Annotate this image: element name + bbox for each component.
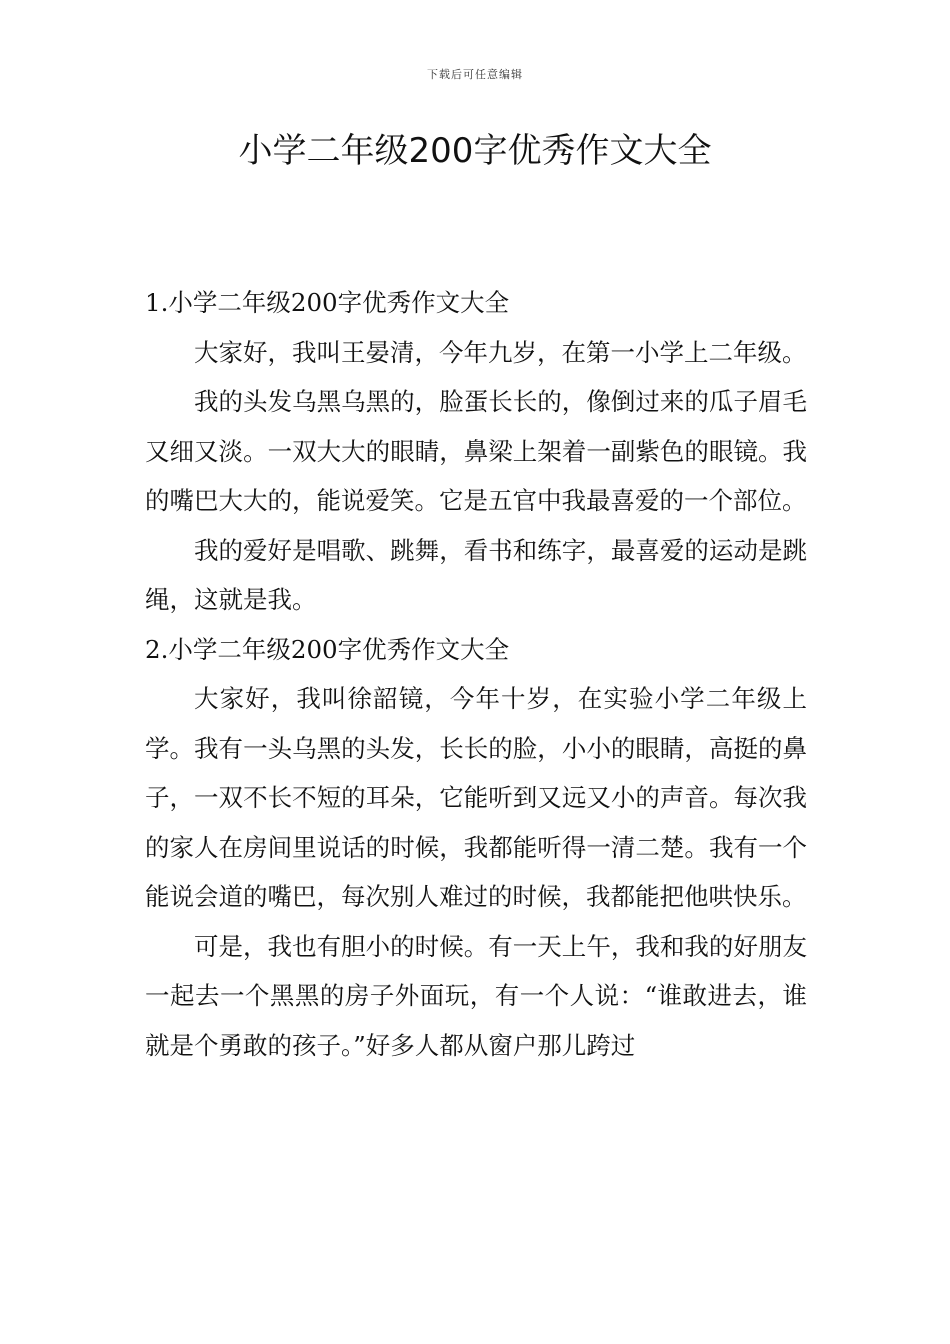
section-heading-2: 2.小学二年级200字优秀作文大全: [145, 634, 510, 664]
paragraph: 大家好，我叫王晏清，今年九岁，在第一小学上二年级。: [194, 337, 807, 367]
header-note: 下载后可任意编辑: [427, 68, 523, 81]
section-heading-1: 1.小学二年级200字优秀作文大全: [145, 288, 510, 317]
paragraph: 我的头发乌黑乌黑的，脸蛋长长的，像倒过来的瓜子眉毛又细又淡。一双大大的眼睛，鼻梁上架着一副紫色的眼镜。我的嘴巴大大的，能说爱笑。它是五官中我最喜爱的一个部位。: [145, 387, 807, 515]
document-body: [145, 278, 807, 1070]
paragraph: 大家好，我叫徐韶镜，今年十岁，在实验小学二年级上学。我有一头乌黑的头发，长长的脸，小小的眼睛，高挺的鼻子，一双不长不短的耳朵，它能听到又远又小的声音。每次我的家人在房间里说话的时候，我都能听得一清二楚。我有一个能说会道的嘴巴，每次别人难过的时候，我都能把他哄快乐。: [145, 684, 807, 911]
paragraph: 可是，我也有胆小的时候。有一天上午，我和我的好朋友一起去一个黑黑的房子外面玩，有一个人说：“谁敢进去，谁就是个勇敢的孩子。”好多人都从窗户那儿跨过: [145, 931, 807, 1060]
paragraph: 我的爱好是唱歌、跳舞，看书和练字，最喜爱的运动是跳绳，这就是我。: [145, 535, 807, 614]
document-title: 小学二年级200字优秀作文大全: [238, 131, 712, 171]
